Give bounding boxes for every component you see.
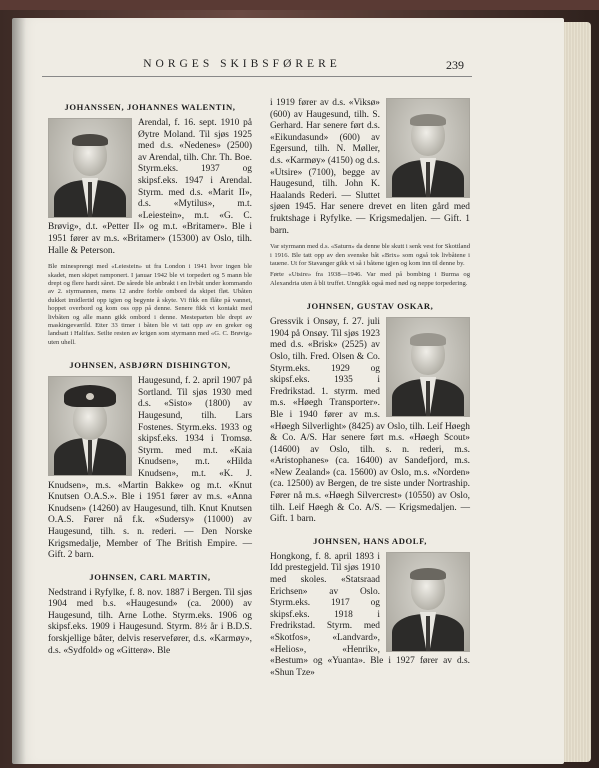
entry-name: JOHNSEN, GUSTAV OSKAR, (306, 301, 434, 312)
left-column (48, 102, 252, 657)
entry-name: JOHANSSEN, JOHANNES WALENTIN, (64, 102, 236, 112)
entry-johanssen (48, 102, 252, 347)
entry-text: Hongkong, f. 8. april 1893 i Idd prestegjeld. Til sjøs 1910 med skoles. «Statsraad Erichsen» av Oslo. Styrm.eks. 1917 og skipsf.eks. 1918 i Fredrikstad. Styrm. med «Skotfos», «Landvard», «Helios», «Henrik», «Bestum» og «Yuanta». Ble i 1927 fører av d.s. «Shun Tze» (270, 551, 470, 678)
entry-gustav (270, 301, 470, 526)
book-page (12, 18, 564, 764)
portrait-photo (48, 376, 132, 476)
portrait-photo (386, 317, 470, 417)
entry-text: i 1919 fører av d.s. «Viksø» (600) av Haugesund, tilh. S. Gerhard. Har senere ført d.s. «Eikundasund» (600) av Egersund, tilh. N. Møller, d.s. «Karmøy» (4150) og d.s. «Utsire» (7100), begge av Haugesund, tilh. John K. Haalands Rederi. — Sluttet sjøen 1945. Har senere drevet en liten gård med fruktshage i Ryfylke. — Krigsmedaljen. — Gift. 1 barn. (270, 98, 470, 236)
entry-note: Ble minesprengt med «Leiestein» ut fra London i 1941 hvor ingen ble skadet, men skipet ramponert. I januar 1942 ble vi torpedert og 5 mann ble drept og flere hardt såret. De sårede ble anbrakt i en livbåt under kommando av 2. styrmannen, mens 12 andre forble ombord da skipet fløt. Ubåten dukket imidlertid opp igjen og begynte å skyte. Vi fikk en flåte på vannet, hoppet overbord og kom oss opp på denne. Senere fikk vi kontakt med livbåten og alle mann gikk ombord i denne. Mesteparten ble drept av maskingeværild. Etter 33 timer i båten ble vi tatt opp av en greker og landsatt i Halifax. Seilte resten av krigen som styrmann med «G. C. Brøvig» uten uhell. (48, 263, 252, 346)
entry-name: JOHNSEN, HANS ADOLF, (313, 535, 427, 546)
entry-text: Gressvik i Onsøy, f. 27. juli 1904 på Onsøy. Til sjøs 1923 med d.s. «Brisk» (2525) av Oslo, tilh. Fred. Olsen & Co. Styrm.eks. 1929 og skipsf.eks. 1935 i Fredrikstad. 1. styrm. med m.s. «Høegh Transporter». Ble i 1940 fører av m.s. «Høegh Silverlight» (8425) av Oslo, tilh. Leif Høegh & Co. A/S. Har senere ført m.s. «Høegh Scout» (14600) av Oslo, tilh. s. n. rederi, m.s. «Aristophanes» (ca. 16400) av Sandefjord, m.s. «New Zealand» (ca. 15600) av Oslo, m.s. «Norden» (ca. 12500) av Bergen, de tre siste under Nortraship. Fører nå m.s. «Høegh Silvercrest» (10550) av Oslo, tilh. Leif Høegh & Co. A/S. — Krigsmedaljen. — Gift. 1 barn. (270, 317, 470, 525)
page-number: 239 (446, 58, 464, 72)
portrait-photo (386, 98, 470, 198)
entry-hans (270, 536, 470, 680)
page-gutter-shadow (12, 18, 26, 764)
portrait-photo (48, 118, 132, 218)
entry-name: JOHNSEN, ASBJØRN DISHINGTON, (69, 360, 231, 371)
entry-dishington (48, 360, 252, 562)
entry-name: JOHNSEN, CARL MARTIN, (89, 571, 211, 582)
running-head: NORGES SKIBSFØRERE (143, 58, 341, 70)
header-rule (42, 76, 472, 77)
entry-text: Nedstrand i Ryfylke, f. 8. nov. 1887 i Bergen. Til sjøs 1904 med b.s. «Haugesund» (ca. 2000) av Haugesund, tilh. Arne Lothe. Styrm.eks. 1906 og skipsf.eks. 1909 i Haugesund. Styrm. 8½ år i B.D.S. forskjellige båter, delvis reservefører, d.s. «Karmøy», d.s. «Sydfold» og «Gitterø». Ble (48, 587, 252, 656)
entry-text: Haugesund, f. 2. april 1907 på Sortland. Til sjøs 1930 med d.s. «Sisto» (1800) av Haugesund, tilh. Lars Fostenes. Styrm.eks. 1933 og skipsf.eks. 1934 i Tromsø. Styrm. med m.t. «Kaia Knudsen», m.t. «Hilda Knudsen», m.t. «K. J. Knudsen», m.s. «Martin Bakke» og m.t. «Knut Knutsen O.A.S.». Ble i 1951 fører av m.s. «Anna Knudsen» (14260) av Haugesund, tilh. Knut Knutsen O.A.S. Fører nå f.k. «Sudersy» (11000) av Haugesund, tilh. s. n. rederi. — Den Norske Krigsmedalje, Member of The British Empire. — Gift. 2 barn. (48, 376, 252, 561)
entry-text: Arendal, f. 16. sept. 1910 på Øytre Moland. Til sjøs 1925 med d.s. «Nedenes» (2500) av Arendal, tilh. Chr. Th. Boe. Styrm.eks. 1937 og skipsf.eks. 1947 i Arendal. Styrm. med d.s. «Marit II», d.s. «Mytilus», m.t. «Leiestein», m.t. «G. C. Brøvig», d.t. «Petter II» og m.t. «Britamer». Ble i 1951 fører av m.s. «Britamer» (15300) av Oslo, tilh. Halle & Peterson. (48, 118, 252, 256)
right-column (270, 98, 470, 679)
page-edges (561, 22, 591, 762)
portrait-photo (386, 552, 470, 652)
entry-carl (48, 572, 252, 658)
entry-note: Var styrmann med d.s. «Saturn» da denne ble skutt i senk vest for Skottland i 1916. Ble tatt opp av den svenske båt «Brix» som også tok livbåtene i tauene. Ut for Stavanger gikk vi så i båtene igjen og kom inn til denne by. Førte «Utsire» fra 1938—1946. Var med på bombing i Burma og Alexandria uten å bli truffet. Unngikk også med nød og neppe torpedering. (270, 243, 470, 287)
entry-carl-continued (270, 98, 470, 288)
